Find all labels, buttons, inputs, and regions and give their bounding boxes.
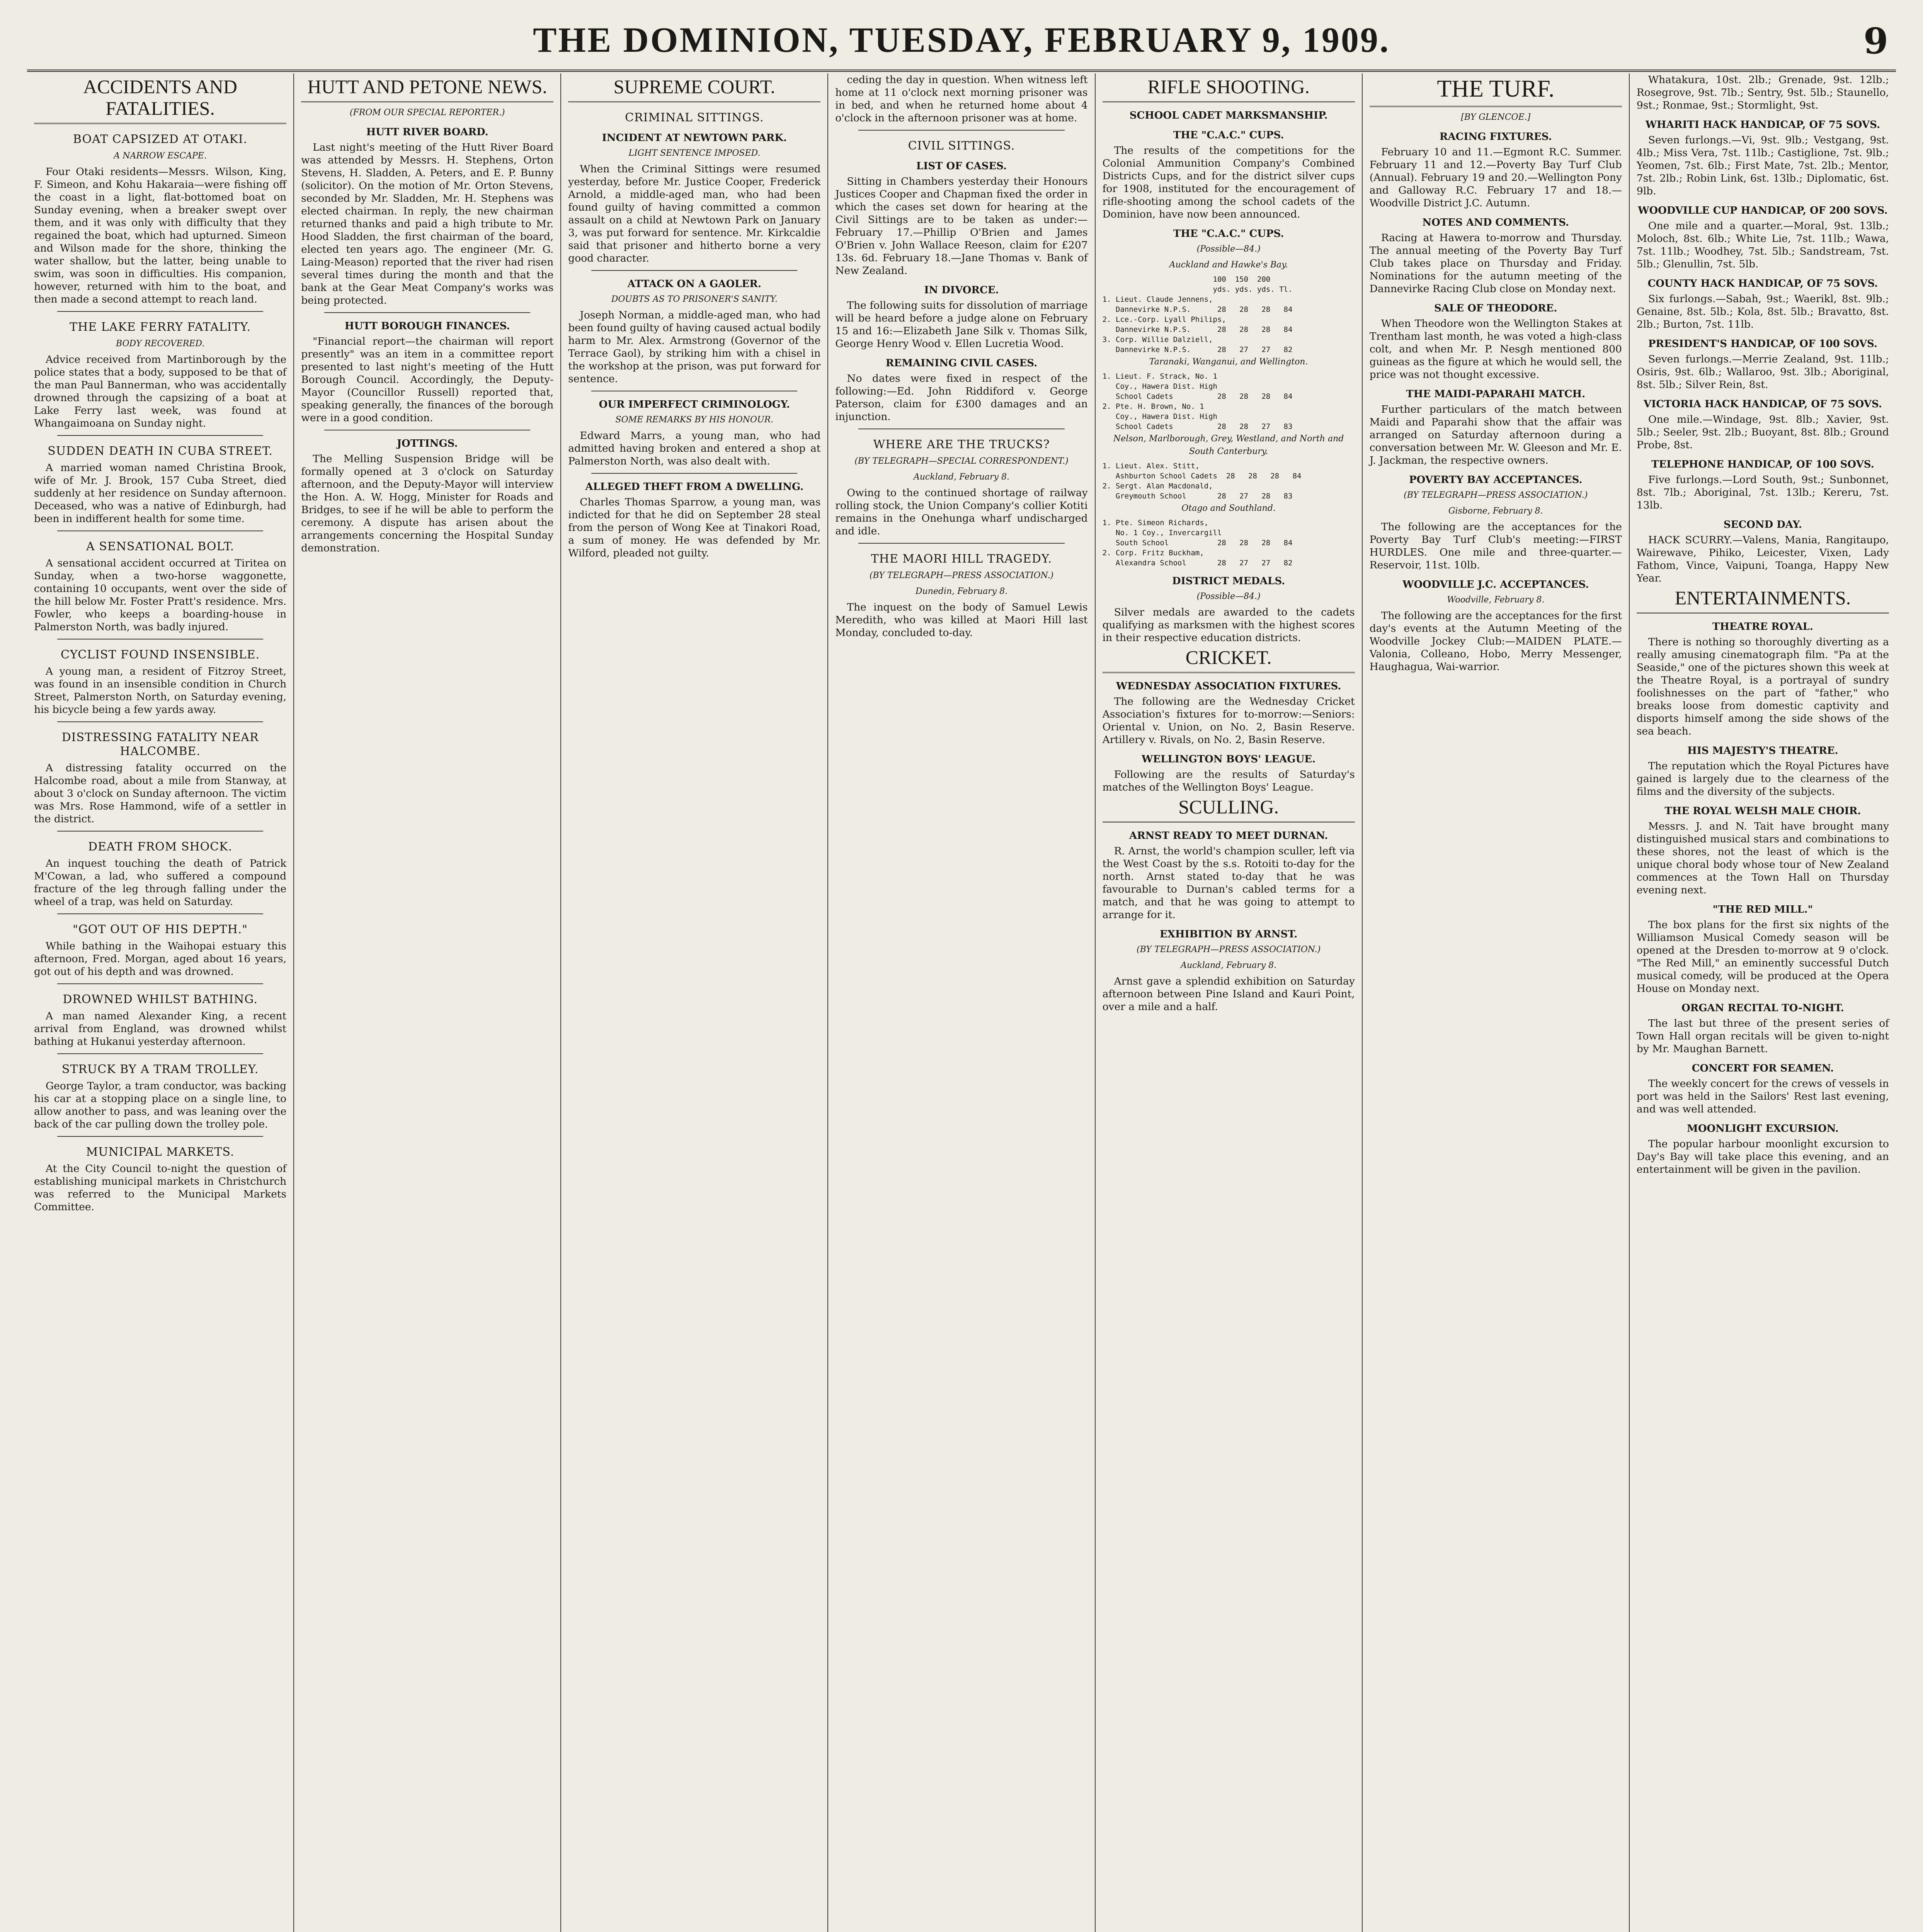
article-heading: POVERTY BAY ACCEPTANCES. [1409, 474, 1583, 486]
article-heading: CONCERT FOR SEAMEN. [1692, 1063, 1834, 1074]
article-body: Last night's meeting of the Hutt River Board was attended by Messrs. H. Stephens, Orton Stevens, H. Sladden, A. Peters, and E. P. Bunny (solicitor). On the motion of Mr. Orton Stevens, seconded by Mr. Sladden, Mr. H. Stephens was elected chairman. In reply, the new chairman returned thanks and paid a high tribute to Mr. Hood Sladden, the first chairman of the board, elected ten years ago. The engineer (Mr. G. Laing-Meason) reported that the river had risen several times during the month and that the bank at the Gear Meat Company's works was being protected. [301, 141, 554, 306]
article-heading: HUTT RIVER BOARD. [366, 126, 488, 138]
race-heading: WHARITI HACK HANDICAP, OF 75 SOVS. [1645, 119, 1880, 131]
dateline: Dunedin, February 8. [915, 587, 1008, 596]
article-heading: THEATRE ROYAL. [1712, 621, 1813, 633]
column-hutt-petone [294, 73, 561, 1932]
article-body: Sitting in Chambers yesterday their Honours Justices Cooper and Chapman fixed the order in which the cases set down for hearing at the Civil Sittings are to be taken as under:— February 17.—Phillip O'Brien and James O'Brien v. John Wallace Reeson, claim for £207 13s. 6d. February 18.—Jane Thomas v. Bank of New Zealand. [835, 175, 1088, 277]
section-heading-sculling: SCULLING. [1103, 796, 1355, 823]
article-heading: HIS MAJESTY'S THEATRE. [1687, 745, 1838, 757]
score-region: Auckland and Hawke's Bay. [1169, 260, 1288, 270]
article-body: The weekly concert for the crews of vessels in port was held in the Sailors' Rest last evening, and was well attended. [1636, 1078, 1889, 1115]
race-entries: Seven furlongs.—Vi, 9st. 9lb.; Vestgang, 9st. 4lb.; Miss Vera, 7st. 11lb.; Castiglione, 7st. 9lb.; Yeomen, 7st. 6lb.; First Mate, 7st. 2lb.; Mentor, 7st. 2lb.; Robin Link, 6st. 13lb.; Diplomatic, 6st. 9lb. [1636, 134, 1889, 197]
masthead-title: THE DOMINION, TUESDAY, FEBRUARY 9, 1909. [533, 20, 1390, 60]
dateline: Auckland, February 8. [913, 472, 1009, 482]
section-heading-turf: THE TURF. [1370, 76, 1622, 107]
article-heading: DEATH FROM SHOCK. [88, 840, 233, 854]
article-subheading: THE "C.A.C." CUPS. [1173, 129, 1284, 141]
article-body: Four Otaki residents—Messrs. Wilson, King, F. Simeon, and Kohu Hakaraia—were fishing off the coast in a light, flat-bottomed boat on Sunday evening, when a breaker swept over them, and it was only with difficulty that they regained the boat, which had upturned. Simeon and Wilson made for the shore, thinking the water shallow, but the latter, being unable to swim, was soon in difficulties. His companion, however, returned with him to the boat, and then made a second attempt to reach land. [34, 166, 287, 305]
race-heading: PRESIDENT'S HANDICAP, OF 100 SOVS. [1648, 338, 1877, 350]
article-body: A sensational accident occurred at Tiritea on Sunday, when a two-horse waggonette, containing 10 occupants, went over the side of the hill below Mr. Foster Pratt's residence. Mrs. Fowler, who keeps a boarding-house in Palmerston North, was badly injured. [34, 557, 287, 633]
race-heading: COUNTY HACK HANDICAP, OF 75 SOVS. [1647, 278, 1878, 289]
article-heading: THE MAIDI-PAPARAHI MATCH. [1406, 388, 1586, 400]
article-body: Charles Thomas Sparrow, a young man, was indicted for that he did on September 28 steal from the person of Wong Kee at Tinakori Road, a sum of money. He was defended by Mr. Wilford, pleaded not guilty. [568, 496, 821, 559]
divider [57, 311, 263, 312]
article-body: Advice received from Martinborough by the police states that a body, supposed to be that of the man Paul Bannerman, who was accidentally drowned through the capsizing of a boat at Lake Ferry last week, was found at Whangaimoana on Sunday night. [34, 354, 287, 429]
section-heading-court: SUPREME COURT. [568, 76, 820, 102]
byline: (BY TELEGRAPH—PRESS ASSOCIATION.) [1404, 490, 1588, 500]
article-body: Racing at Hawera to-morrow and Thursday. The annual meeting of the Poverty Bay Turf Club takes place on Thursday and Friday. Nominations for the autumn meeting of the Dannevirke Racing Club close on Monday next. [1369, 232, 1622, 295]
race-entries: Seven furlongs.—Merrie Zealand, 9st. 11lb.; Osiris, 9st. 6lb.; Wallaroo, 9st. 3lb.; Aboriginal, 8st. 5lb.; Silver Rein, 8st. [1636, 353, 1889, 391]
score-region: Taranaki, Wanganui, and Wellington. [1149, 357, 1308, 367]
article-heading: INCIDENT AT NEWTOWN PARK. [602, 132, 787, 144]
section-heading-hutt: HUTT AND PETONE NEWS. [301, 76, 553, 102]
article-body: The following suits for dissolution of marriage will be heard before a judge alone on February 15 and 16:—Elizabeth Jane Silk v. Thomas Silk, George Henry Wood v. Ellen Lucretia Wood. [835, 299, 1088, 350]
article-heading: ATTACK ON A GAOLER. [627, 278, 761, 290]
score-region: Otago and Southland. [1181, 503, 1276, 513]
divider [57, 1053, 263, 1054]
byline: (FROM OUR SPECIAL REPORTER.) [349, 108, 505, 117]
table-subtitle: (Possible—84.) [1196, 244, 1261, 254]
article-heading: RACING FIXTURES. [1439, 131, 1552, 143]
race-entries: One mile.—Windage, 9st. 8lb.; Xavier, 9st. 5lb.; Seeler, 9st. 2lb.; Buoyant, 8st. 8lb.; Ground Probe, 8st. [1636, 413, 1889, 451]
article-body: A married woman named Christina Brook, wife of Mr. J. Brook, 157 Cuba Street, died suddenly at her residence on Sunday afternoon. Deceased, who was a native of Edinburgh, had been in indifferent health for some time. [34, 462, 287, 525]
race-entries: Five furlongs.—Lord South, 9st.; Sunbonnet, 8st. 7lb.; Aboriginal, 7st. 13lb.; Kereru, 7st. 13lb. [1636, 474, 1889, 511]
article-body: The popular harbour moonlight excursion to Day's Bay will take place this evening, and an entertainment will be given in the pavilion. [1636, 1138, 1889, 1175]
column-civil-sittings [828, 73, 1095, 1932]
article-body: A man named Alexander King, a recent arrival from England, was drowned whilst bathing at Hukanui yesterday afternoon. [34, 1010, 287, 1048]
divider [591, 473, 797, 474]
article-heading: WEDNESDAY ASSOCIATION FIXTURES. [1116, 680, 1341, 692]
article-body: The results of the competitions for the Colonial Ammunition Company's Combined Districts Cups, and for the district silver cups for 1908, instituted for the encouragement of rifle-shooting among the school cadets of the Dominion, have now been announced. [1102, 145, 1355, 220]
article-heading: OUR IMPERFECT CRIMINOLOGY. [599, 399, 790, 410]
race-entries: One mile and a quarter.—Moral, 9st. 13lb.; Moloch, 8st. 6lb.; White Lie, 7st. 11lb.; Wawa, 7st. 11lb.; Woodhey, 7st. 5lb.; Sandstream, 7st. 5lb.; Glenullin, 7st. 5lb. [1636, 220, 1889, 270]
page-number: 9 [1863, 20, 1888, 62]
article-heading: LIST OF CASES. [916, 160, 1007, 172]
article-body: Arnst gave a splendid exhibition on Saturday afternoon between Pine Island and Kauri Point, over a mile and a half. [1102, 975, 1355, 1013]
article-heading: SCHOOL CADET MARKSMANSHIP. [1129, 110, 1328, 121]
dateline: Gisborne, February 8. [1448, 506, 1543, 516]
article-body: Further particulars of the match between Maidi and Paparahi show that the affair was arranged on Saturday afternoon during a conversation between Mr. W. Gleeson and Mr. E. J. Jackman, the respective owners. [1369, 403, 1622, 466]
article-body: Silver medals are awarded to the cadets qualifying as marksmen with the highest scores in their respective education districts. [1102, 606, 1355, 644]
article-body: George Taylor, a tram conductor, was backing his car at a stopping place on a single line, to allow another to pass, and was leaning over the back of the car pulling down the trolley pole. [34, 1080, 287, 1130]
article-body: Whatakura, 10st. 2lb.; Grenade, 9st. 12lb.; Rosegrove, 9st. 7lb.; Sentry, 9st. 5lb.; Staunello, 9st.; Ronmae, 9st.; Stormlight, 9st. [1636, 74, 1889, 111]
article-body: When the Criminal Sittings were resumed yesterday, before Mr. Justice Cooper, Frederick Arnold, a middle-aged man, who had been found guilty of having committed a common assault on a child at Newtown Park on January 3, was put forward for sentence. Mr. Kirkcaldie said that prisoner and hitherto borne a very good character. [568, 163, 821, 264]
article-subheading: (Possible—84.) [1196, 592, 1261, 601]
article-body: R. Arnst, the world's champion sculler, left via the West Coast by the s.s. Rotoiti to-day for the north. Arnst stated to-day that he was favourable to Durnan's cabled terms for a match, and that he was going to attempt to arrange for it. [1102, 845, 1355, 921]
article-heading: MUNICIPAL MARKETS. [86, 1145, 235, 1159]
article-body: A young man, a resident of Fitzroy Street, was found in an insensible condition in Church Street, Palmerston North, on Saturday evening, his bicycle being a few yards away. [34, 665, 287, 716]
article-heading: DISTRICT MEDALS. [1172, 575, 1285, 587]
article-heading: MOONLIGHT EXCURSION. [1687, 1123, 1839, 1134]
article-heading: SUDDEN DEATH IN CUBA STREET. [48, 444, 273, 458]
section-subheading: CIVIL SITTINGS. [908, 139, 1015, 153]
column-supreme-court [561, 73, 828, 1932]
article-body: The inquest on the body of Samuel Lewis Meredith, who was killed at Maori Hill last Monday, concluded to-day. [835, 601, 1088, 639]
divider [324, 312, 530, 313]
article-subheading: LIGHT SENTENCE IMPOSED. [628, 148, 761, 158]
divider [57, 435, 263, 436]
table-title: THE "C.A.C." CUPS. [1173, 228, 1284, 240]
race-heading: TELEPHONE HANDICAP, OF 100 SOVS. [1651, 459, 1874, 470]
article-body: While bathing in the Waihopai estuary this afternoon, Fred. Morgan, aged about 16 years, got out of his depth and was drowned. [34, 940, 287, 978]
article-subheading: SOME REMARKS BY HIS HONOUR. [615, 415, 774, 425]
score-table: 1. Lieut. Alex. Stitt, Ashburton School Cadets 28 28 28 84 2. Sergt. Alan Macdonald, Greymouth School 28 27 28 83 [1102, 462, 1302, 500]
byline: (BY TELEGRAPH—SPECIAL CORRESPONDENT.) [854, 456, 1069, 466]
article-body: The following are the Wednesday Cricket Association's fixtures for to-morrow:—Seniors: Oriental v. Union, on No. 2, Basin Reserve. Artillery v. Rivals, on No. 2, Basin Reserve. [1102, 696, 1355, 746]
article-subheading: DOUBTS AS TO PRISONER'S SANITY. [611, 294, 778, 304]
byline: [BY GLENCOE.] [1461, 112, 1531, 122]
article-heading: ORGAN RECITAL TO-NIGHT. [1681, 1002, 1844, 1014]
divider [57, 831, 263, 832]
article-heading: IN DIVORCE. [924, 284, 999, 296]
divider [858, 130, 1064, 131]
article-heading: HUTT BOROUGH FINANCES. [344, 320, 510, 332]
article-heading: THE ROYAL WELSH MALE CHOIR. [1664, 805, 1861, 817]
section-heading-accidents: ACCIDENTS AND FATALITIES. [34, 76, 286, 124]
article-body: The box plans for the first six nights of the Williamson Musical Comedy season will be opened at the Dresden to-morrow at 9 o'clock. "The Red Mill," an eminently successful Dutch musical comedy, will be produced at the Opera House on Monday next. [1636, 919, 1889, 995]
byline: (BY TELEGRAPH—PRESS ASSOCIATION.) [869, 571, 1054, 580]
article-heading: JOTTINGS. [397, 438, 458, 449]
masthead [27, 12, 1896, 72]
divider [57, 721, 263, 722]
column-accidents [27, 73, 294, 1932]
race-heading: SECOND DAY. [1723, 519, 1802, 531]
article-body: The reputation which the Royal Pictures have gained is largely due to the clearness of the films and the diversity of the subjects. [1636, 760, 1889, 798]
divider [591, 270, 797, 271]
article-body: Owing to the continued shortage of railway rolling stock, the Union Company's collier Kotiti remains in the Onehunga wharf undischarged and idle. [835, 487, 1088, 537]
article-heading: EXHIBITION BY ARNST. [1159, 929, 1298, 940]
article-heading: DISTRESSING FATALITY NEAR HALCOMBE. [61, 731, 259, 758]
article-body: There is nothing so thoroughly diverting as a really amusing cinematograph film. "Pa at the Seaside," one of the pictures shown this week at the Theatre Royal, is a portrayal of sundry foolishnesses on the part of "father," who breaks loose from domestic captivity and disports himself among the side shows of the sea beach. [1636, 636, 1889, 737]
article-heading: CYCLIST FOUND INSENSIBLE. [60, 648, 260, 662]
race-entries: HACK SCURRY.—Valens, Mania, Rangitaupo, Wairewave, Pihiko, Leicester, Vixen, Lady Fathom, Vince, Vaipuni, Toanga, Happy New Year. [1636, 534, 1889, 584]
divider [57, 913, 263, 914]
article-heading: A SENSATIONAL BOLT. [86, 540, 235, 553]
article-body: The Melling Suspension Bridge will be formally opened at 3 o'clock on Saturday afternoon, and the Deputy-Mayor will interview the Hon. A. W. Hogg, Minister for Roads and Bridges, to see if he will be able to perform the ceremony. A dispute has arisen about the arrangements concerning the Hospital Sunday demonstration. [301, 453, 554, 554]
race-heading: WOODVILLE CUP HANDICAP, OF 200 SOVS. [1638, 205, 1888, 216]
article-heading: "THE RED MILL." [1712, 904, 1813, 915]
article-body: Following are the results of Saturday's matches of the Wellington Boys' League. [1102, 769, 1355, 793]
article-heading: ARNST READY TO MEET DURNAN. [1129, 830, 1328, 842]
article-heading: DROWNED WHILST BATHING. [63, 993, 258, 1006]
section-heading-cricket: CRICKET. [1103, 646, 1355, 673]
score-table: 1. Pte. Simeon Richards, No. 1 Coy., Invercargill South School 28 28 28 84 2. Corp. Fritz Buckham, Alexandra School 28 27 27 82 [1102, 519, 1293, 567]
dateline: Auckland, February 8. [1181, 961, 1277, 970]
article-heading: REMAINING CIVIL CASES. [885, 357, 1038, 369]
article-body: "Financial report—the chairman will report presently" was an item in a committee report presented to last night's meeting of the Hutt Borough Council. Accordingly, the Deputy-Mayor (Councillor Russell) reported that, speaking generally, the finances of the borough were in a good condition. [301, 335, 554, 424]
article-heading: WOODVILLE J.C. ACCEPTANCES. [1402, 579, 1589, 590]
article-heading: THE MAORI HILL TRAGEDY. [871, 552, 1052, 566]
article-subheading: BODY RECOVERED. [116, 339, 205, 349]
article-body: The last but three of the present series of Town Hall organ recitals will be given to-night by Mr. Maughan Barnett. [1636, 1017, 1889, 1055]
columns [27, 73, 1896, 1932]
column-rifle-shooting [1096, 73, 1363, 1932]
dateline: Woodville, February 8. [1447, 595, 1545, 605]
article-body: An inquest touching the death of Patrick M'Cowan, a lad, who suffered a compound fracture of the leg through falling under the wheel of a trap, was held on Saturday. [34, 857, 287, 908]
race-entries: Six furlongs.—Sabah, 9st.; Waerikl, 8st. 9lb.; Genaine, 8st. 5lb.; Kola, 8st. 5lb.; Bravatto, 8st. 2lb.; Burton, 7st. 11lb. [1636, 293, 1889, 330]
divider [57, 983, 263, 984]
column-handicaps-entertainments [1630, 73, 1896, 1932]
section-heading-entertainments: ENTERTAINMENTS. [1637, 587, 1889, 614]
article-body: The following are the acceptances for the first day's events at the Autumn Meeting of the Woodville Jockey Club:—MAIDEN PLATE.—Valonia, Colleano, Hobo, Merry Messenger, Haughagua, Wai-warrior. [1369, 610, 1622, 673]
article-body: Edward Marrs, a young man, who had admitted having broken and entered a shop at Palmerston North, was also dealt with. [568, 430, 821, 467]
article-heading: THE LAKE FERRY FATALITY. [70, 320, 251, 334]
article-subheading: A NARROW ESCAPE. [114, 151, 207, 161]
article-heading: WHERE ARE THE TRUCKS? [873, 438, 1050, 451]
article-body: When Theodore won the Wellington Stakes at Trentham last month, he was voted a high-class colt, and when Mr. P. Nesgh mentioned 800 guineas as the figure at which he would sell, the price was not thought excessive. [1369, 318, 1622, 381]
divider [858, 543, 1064, 544]
article-heading: STRUCK BY A TRAM TROLLEY. [61, 1063, 259, 1076]
section-subheading: CRIMINAL SITTINGS. [625, 111, 764, 124]
article-body: ceding the day in question. When witness left home at 11 o'clock next morning prisoner was in bed, and when he returned home about 4 o'clock in the afternoon prisoner was at home. [835, 74, 1088, 124]
article-body: At the City Council to-night the question of establishing municipal markets in Christchurch was referred to the Municipal Markets Committee. [34, 1163, 287, 1213]
section-heading-rifle: RIFLE SHOOTING. [1103, 76, 1355, 102]
article-heading: BOAT CAPSIZED AT OTAKI. [73, 133, 248, 146]
article-heading: WELLINGTON BOYS' LEAGUE. [1142, 753, 1316, 765]
score-table: 1. Lieut. F. Strack, No. 1 Coy., Hawera Dist. High School Cadets 28 28 28 84 2. Pte. H. Brown, No. 1 Coy., Hawera Dist. High School Cadets 28 28 27 83 [1102, 372, 1293, 431]
article-heading: SALE OF THEODORE. [1434, 303, 1557, 314]
race-heading: VICTORIA HACK HANDICAP, OF 75 SOVS. [1643, 398, 1882, 410]
byline: (BY TELEGRAPH—PRESS ASSOCIATION.) [1137, 945, 1321, 954]
article-body: Messrs. J. and N. Tait have brought many distinguished musical stars and combinations to these shores, not the least of which is the unique choral body whose tour of New Zealand commences at the Town Hall on Thursday evening next. [1636, 820, 1889, 896]
article-heading: "GOT OUT OF HIS DEPTH." [73, 923, 248, 936]
column-turf [1363, 73, 1630, 1932]
article-body: The following are the acceptances for the Poverty Bay Turf Club's meeting:—FIRST HURDLES. One mile and three-quarter.—Reservoir, 11st. 10lb. [1369, 521, 1622, 571]
article-body: February 10 and 11.—Egmont R.C. Summer. February 11 and 12.—Poverty Bay Turf Club (Annual). February 19 and 20.—Wellington Pony and Galloway R.C. February 17 and 18.—Woodville District J.C. Autumn. [1369, 146, 1622, 209]
article-body: No dates were fixed in respect of the following:—Ed. John Riddiford v. George Paterson, claim for £300 damages and an injunction. [835, 372, 1088, 423]
article-heading: NOTES AND COMMENTS. [1422, 217, 1569, 228]
score-table: 100 150 200 yds. yds. yds. Tl. 1. Lieut. Claude Jennens, Dannevirke N.P.S. 28 28 28 84 2. Lce.-Corp. Lyall Philips, Dannevirke N.P.S. 28 28 28 84 3. Corp. Willie Dalziell, Dannevirke N.P.S. 28 27 27 82 [1102, 275, 1293, 354]
article-body: A distressing fatality occurred on the Halcombe road, about a mile from Stanway, at about 3 o'clock on Sunday afternoon. The victim was Mrs. Rose Hammond, wife of a settler in the district. [34, 762, 287, 825]
divider [57, 1136, 263, 1137]
article-body: Joseph Norman, a middle-aged man, who had been found guilty of having caused actual bodily harm to Mr. Alex. Armstrong (Governor of the Terrace Gaol), by striking him with a chisel in the workshop at the prison, was put forward for sentence. [568, 309, 821, 385]
score-region: Nelson, Marlborough, Grey, Westland, and North and South Canterbury. [1113, 434, 1344, 456]
article-heading: ALLEGED THEFT FROM A DWELLING. [585, 481, 804, 493]
